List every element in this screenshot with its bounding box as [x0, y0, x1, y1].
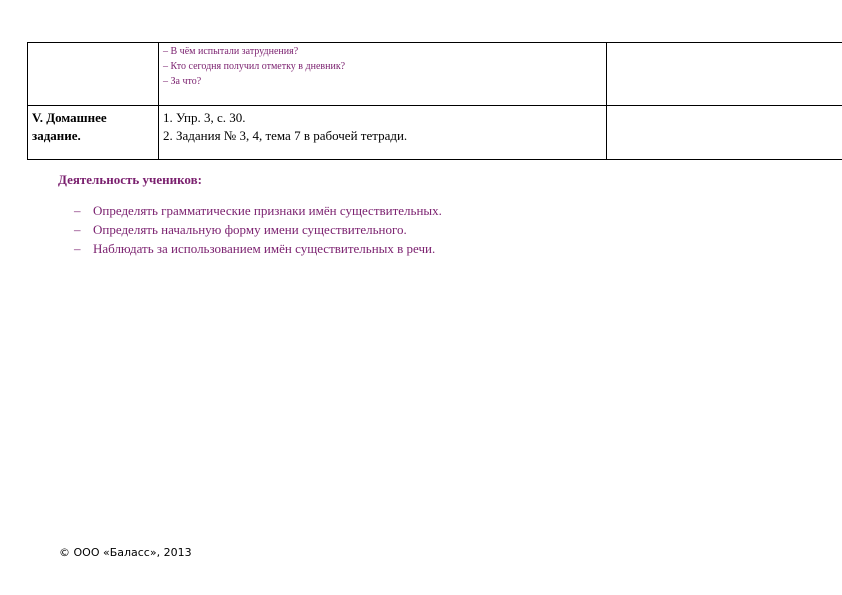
- homework-item: 1. Упр. 3, с. 30.: [163, 110, 246, 125]
- dash-bullet-icon: –: [74, 241, 81, 256]
- stage-cell: [28, 106, 159, 160]
- table-row: [28, 43, 842, 106]
- list-item: [74, 201, 442, 220]
- stage-cell-empty: [28, 43, 159, 106]
- list-item: [74, 220, 442, 239]
- copyright-footer: © ООО «Баласс», 2013: [59, 546, 192, 559]
- notes-cell-empty: [607, 43, 842, 106]
- dash-bullet-icon: –: [74, 203, 81, 218]
- question-item: – В чём испытали затруднения?: [163, 46, 299, 57]
- lesson-plan-table: [27, 42, 842, 160]
- questions-cell: [159, 43, 607, 106]
- activity-title: Деятельность учеников:: [58, 172, 202, 187]
- table-row: [28, 106, 842, 160]
- list-item-text: Определять грамматические признаки имён существительных.: [93, 203, 442, 218]
- question-item: – За что?: [163, 76, 202, 87]
- homework-cell: [159, 106, 607, 160]
- question-item: – Кто сегодня получил отметку в дневник?: [163, 61, 346, 72]
- reflection-questions: [163, 44, 602, 89]
- list-item-text: Наблюдать за использованием имён существительных в речи.: [93, 241, 436, 256]
- list-item-text: Определять начальную форму имени существительного.: [93, 222, 407, 237]
- activity-list: [74, 201, 442, 258]
- list-item: [74, 239, 442, 258]
- dash-bullet-icon: –: [74, 222, 81, 237]
- notes-cell-empty: [607, 106, 842, 160]
- homework-item: 2. Задания № 3, 4, тема 7 в рабочей тетради.: [163, 128, 408, 143]
- homework-list: [163, 107, 602, 145]
- stage-title: V. Домашнее задание.: [32, 110, 107, 143]
